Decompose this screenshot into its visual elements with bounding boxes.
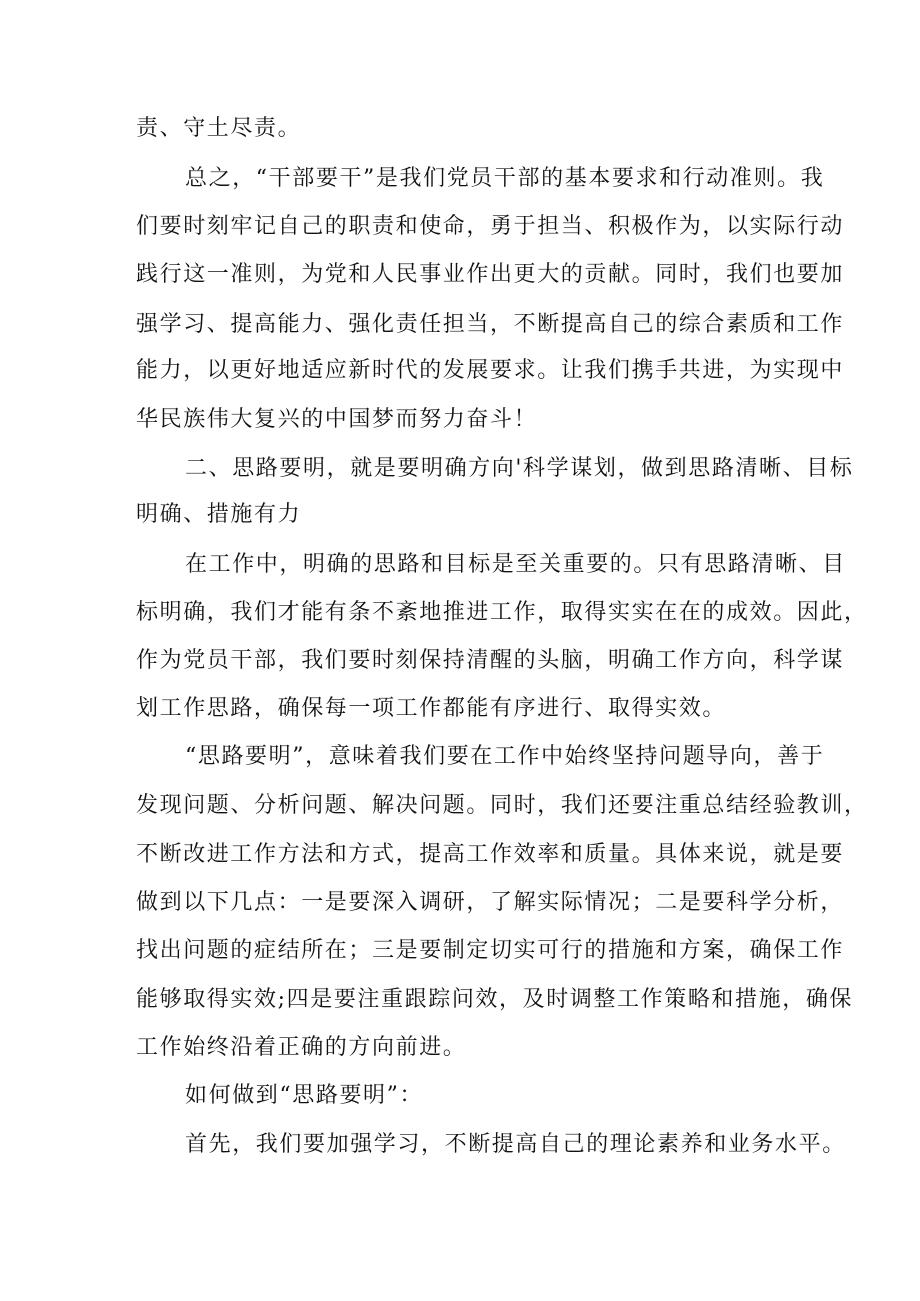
text-line: 能够取得实效;四是要注重跟踪问效，及时调整工作策略和措施，确保: [136, 987, 854, 1012]
text-line: 首先，我们要加强学习，不断提高自己的理论素养和业务水平。: [185, 1132, 846, 1157]
text-line: 能力，以更好地适应新时代的发展要求。让我们携手共进，为实现中: [136, 358, 845, 383]
text-line: 责、守土尽责。: [136, 116, 302, 141]
text-line: 做到以下几点：一是要深入调研，了解实际情况；二是要科学分析，: [136, 890, 845, 915]
section-heading: 明确、措施有力: [136, 502, 302, 527]
text-line: 找出问题的症结所在；三是要制定切实可行的措施和方案，确保工作: [136, 938, 845, 963]
text-line: 如何做到“思路要明”：: [185, 1083, 424, 1108]
text-line: 标明确，我们才能有条不紊地推进工作，取得实实在在的成效。因此，: [136, 600, 868, 625]
text-line: 们要时刻牢记自己的职责和使命，勇于担当、积极作为，以实际行动: [136, 214, 845, 239]
text-line: 不断改进工作方法和方式，提高工作效率和质量。具体来说，就是要: [136, 842, 845, 867]
text-line: 总之，“干部要干”是我们党员干部的基本要求和行动准则。我: [185, 166, 825, 191]
section-heading: 二、思路要明，就是要明确方向'科学谋划，做到思路清晰、目标: [185, 456, 854, 481]
text-line: 强学习、提高能力、强化责任担当，不断提高自己的综合素质和工作: [136, 312, 845, 337]
text-line: 华民族伟大复兴的中国梦而努力奋斗！: [136, 407, 538, 432]
text-line: 工作始终沿着正确的方向前进。: [136, 1035, 467, 1060]
text-line: 在工作中，明确的思路和目标是至关重要的。只有思路清晰、目: [185, 552, 846, 577]
text-line: 作为党员干部，我们要时刻保持清醒的头脑，明确工作方向，科学谋: [136, 648, 845, 673]
text-line: “思路要明”，意味着我们要在工作中始终坚持问题导向，善于: [185, 744, 825, 769]
text-line: 发现问题、分析问题、解决问题。同时，我们还要注重总结经验教训，: [136, 793, 868, 818]
text-line: 践行这一准则，为党和人民事业作出更大的贡献。同时，我们也要加: [136, 262, 845, 287]
text-line: 划工作思路，确保每一项工作都能有序进行、取得实效。: [136, 696, 727, 721]
